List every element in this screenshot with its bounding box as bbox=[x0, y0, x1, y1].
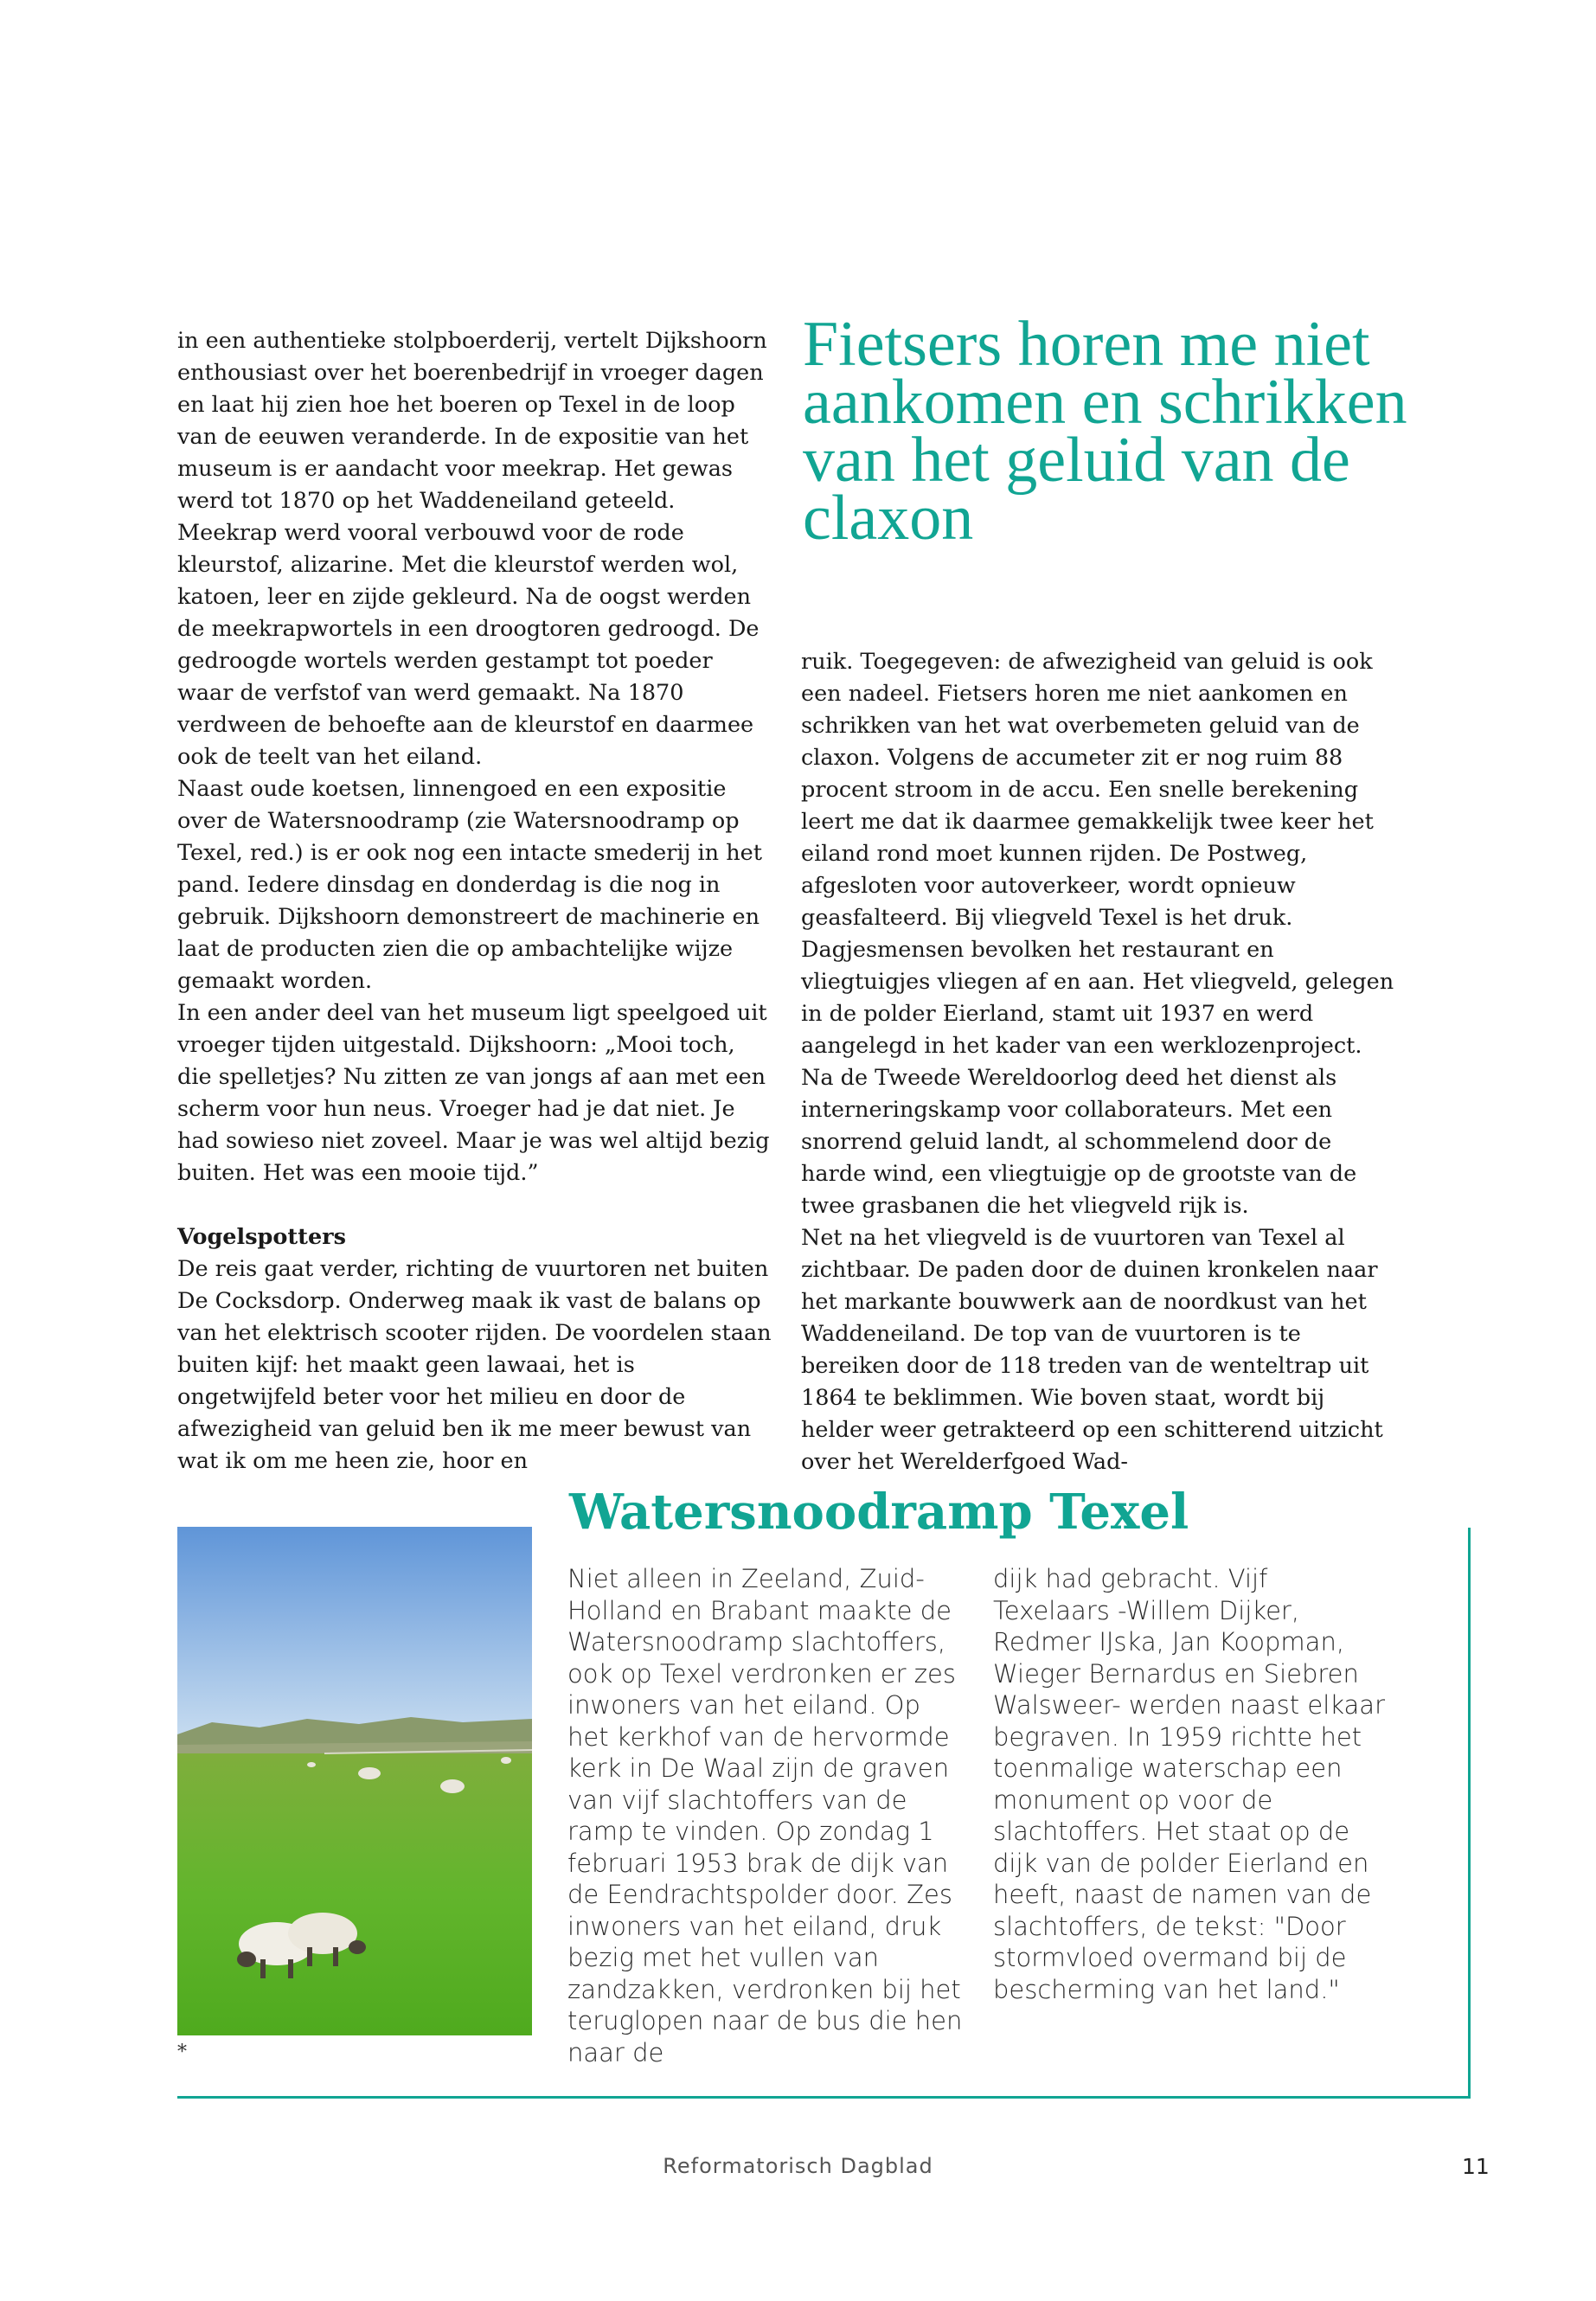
article-paragraph: ruik. Toegegeven: de afwezigheid van geluid is ook een nadeel. Fietsers horen me niet aankomen en schrikken van het wat overbemeten geluid van de claxon. Volgens de accumeter zit er nog ruim 88 procent stroom in de accu. Een snelle berekening leert me dat ik daarmee gemakkelijk twee keer het eiland rond moet kunnen rijden. De Postweg, afgesloten voor autoverkeer, wordt opnieuw geasfalteerd. Bij vliegveld Texel is het druk. Dagjesmensen bevolken het restaurant en vliegtuigjes vliegen af en aan. Het vliegveld, gelegen in de polder Eierland, stamt uit 1937 en werd aangelegd in het kader van een werklozenproject. Na de Tweede Wereldoorlog deed het dienst als interneringskamp voor collaborateurs. Met een snorrend geluid landt, al schommelend door de harde wind, een vliegtuigje op de grootste van de twee grasbanen die het vliegveld rijk is. bbox=[801, 649, 1394, 1219]
publication-name: Reformatorisch Dagblad bbox=[663, 2154, 933, 2178]
photo-caption: * bbox=[177, 2041, 187, 2063]
pull-quote: Fietsers horen me niet aankomen en schrikken van het geluid van de claxon bbox=[803, 309, 1407, 554]
sidebar-column-1: Niet alleen in Zeeland, Zuid-Holland en Brabant maakte de Watersnoodramp slachtoffers, ook op Texel verdronken er zes inwoners van het eiland. Op het kerkhof van de hervormde kerk in De Waal zijn de graven van vijf slachtoffers van de ramp te vinden. Op zondag 1 februari 1953 brak de dijk van de Eendrachtspolder door. Zes inwoners van het eiland, druk bezig met het vullen van zandzakken, verdronken bij het teruglopen naar de bus die hen naar de bbox=[567, 1564, 963, 2067]
sheep-meadow-photo bbox=[177, 1527, 532, 2035]
article-subheading: Vogelspotters bbox=[177, 1224, 346, 1250]
article-paragraph: Naast oude koetsen, linnengoed en een expositie over de Watersnoodramp (zie Watersnoodramp op Texel, red.) is er ook nog een intacte smederij in het pand. Iedere dinsdag en donderdag is die nog in gebruik. Dijkshoorn demonstreert de machinerie en laat de producten zien die op ambachtelijke wijze gemaakt worden. bbox=[177, 776, 762, 994]
page-number: 11 bbox=[1462, 2154, 1490, 2179]
article-right-column bbox=[801, 646, 1396, 1478]
article-paragraph: Net na het vliegveld is de vuurtoren van Texel al zichtbaar. De paden door de duinen kronkelen naar het markante bouwwerk aan de noordkust van het Waddeneiland. De top van de vuurtoren is te bereiken door de 118 treden van de wenteltrap uit 1864 te beklimmen. Wie boven staat, wordt bij helder weer getrakteerd op een schitterend uitzicht over het Werelderfgoed Wad- bbox=[801, 1225, 1383, 1475]
sidebar-frame-right bbox=[1468, 1528, 1471, 2099]
sidebar-column-2: dijk had gebracht. Vijf Texelaars -Willem Dijker, Redmer IJska, Jan Koopman, Wieger Bernardus en Siebren Walsweer- werden naast elkaar begraven. In 1959 richtte het toenmalige waterschap een monument op voor de slachtoffers. Het staat op de dijk van de polder Eierland en heeft, naast de namen van de slachtoffers, de tekst: "Door stormvloed overmand bij de bescherming van het land." bbox=[993, 1564, 1385, 2004]
article-paragraph: De reis gaat verder, richting de vuurtoren net buiten De Cocksdorp. Onderweg maak ik vast de balans op van het elektrisch scooter rijden. De voordelen staan buiten kijf: het maakt geen lawaai, het is ongetwijfeld beter voor het milieu en door de afwezigheid van geluid ben ik me meer bewust van wat ik om me heen zie, hoor en bbox=[177, 1256, 772, 1474]
sidebar-title: Watersnoodramp Texel bbox=[569, 1484, 1189, 1541]
article-paragraph: In een ander deel van het museum ligt speelgoed uit vroeger tijden uitgestald. Dijkshoorn: „Mooi toch, die spelletjes? Nu zitten ze van jongs af aan met een scherm voor hun neus. Vroeger had je dat niet. Je had sowieso niet zoveel. Maar je was wel altijd bezig buiten. Het was een mooie tijd.” bbox=[177, 1000, 770, 1186]
article-left-column bbox=[177, 325, 772, 1477]
article-paragraph: in een authentieke stolpboerderij, vertelt Dijkshoorn enthousiast over het boerenbedrijf in vroeger dagen en laat hij zien hoe het boeren op Texel in de loop van de eeuwen veranderde. In de expositie van het museum is er aandacht voor meekrap. Het gewas werd tot 1870 op het Waddeneiland geteeld. Meekrap werd vooral verbouwd voor de rode kleurstof, alizarine. Met die kleurstof werden wol, katoen, leer en zijde gekleurd. Na de oogst werden de meekrapwortels in een droogtoren gedroogd. De gedroogde wortels werden gestampt tot poeder waar de verfstof van werd gemaakt. Na 1870 verdween de behoefte aan de kleurstof en daarmee ook de teelt van het eiland. bbox=[177, 328, 767, 770]
sidebar-frame-bottom bbox=[177, 2096, 1471, 2099]
